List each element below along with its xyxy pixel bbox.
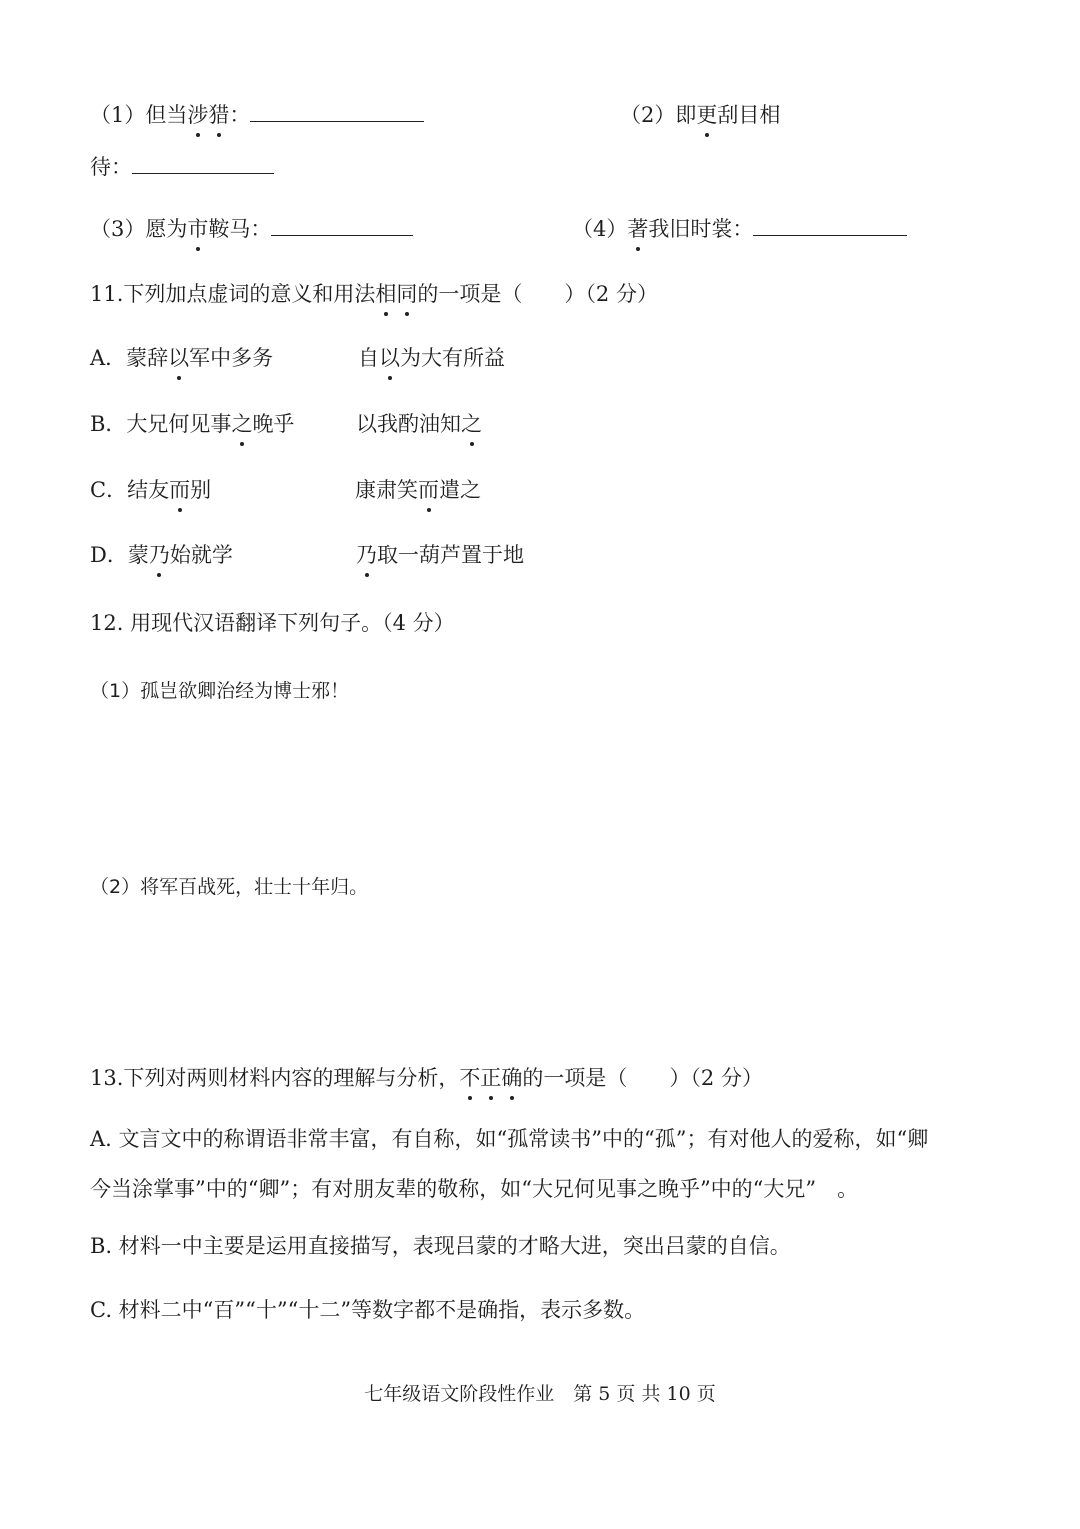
q10-item-1-suffix: ： bbox=[229, 103, 251, 127]
option-text: 晚乎 bbox=[252, 412, 295, 436]
option-d-second-phrase bbox=[356, 540, 524, 570]
q10-item-1-prefix: （1）但当 bbox=[90, 103, 188, 127]
answer-blank-4[interactable] bbox=[753, 217, 907, 236]
dotted-char: 著 bbox=[627, 214, 648, 244]
dotted-char: 以 bbox=[379, 343, 400, 373]
q13-option-c[interactable]: C. 材料二中“百”“十”“十二”等数字都不是确指，表示多数。 bbox=[90, 1298, 646, 1322]
q12-stem: 12. 用现代汉语翻译下列句子。（4 分） bbox=[90, 611, 455, 635]
option-text: 康肃笑 bbox=[355, 478, 418, 502]
dotted-char: 不 bbox=[459, 1063, 480, 1093]
option-text: 遣之 bbox=[439, 478, 481, 502]
dotted-char: 相 bbox=[375, 279, 396, 309]
q10-item-2-cont-text: 待： bbox=[90, 155, 132, 179]
page-footer: 七年级语文阶段性作业 第 5 页 共 10 页 bbox=[364, 1383, 716, 1405]
answer-blank-1[interactable] bbox=[250, 103, 424, 122]
q10-item-4-prefix: （4） bbox=[572, 217, 628, 241]
q12-answer-area-1[interactable] bbox=[90, 712, 990, 862]
q12-sentence-2: （2）将军百战死，壮士十年归。 bbox=[90, 876, 369, 898]
dotted-char: 猎 bbox=[208, 100, 229, 130]
option-text: 以我酌油知 bbox=[356, 412, 461, 436]
option-b-second-phrase bbox=[356, 409, 482, 439]
q10-item-3-suffix: 鞍马： bbox=[208, 217, 272, 241]
option-text: B．大兄何见事 bbox=[90, 412, 232, 436]
q11-option-a[interactable] bbox=[90, 343, 790, 373]
option-text: 自 bbox=[358, 346, 379, 370]
dotted-char: 同 bbox=[396, 279, 417, 309]
dotted-char: 确 bbox=[501, 1063, 522, 1093]
option-text: 取一葫芦置于地 bbox=[377, 543, 524, 567]
q10-item-2 bbox=[620, 100, 780, 130]
q10-item-2-prefix: （2）即 bbox=[620, 103, 697, 127]
option-text: 为大有所益 bbox=[400, 346, 505, 370]
option-text: D．蒙 bbox=[90, 543, 149, 567]
q11-option-c[interactable] bbox=[90, 475, 790, 505]
dotted-char: 乃 bbox=[356, 540, 377, 570]
option-text: A．蒙辞 bbox=[90, 346, 169, 370]
q12-sentence-1: （1）孤岂欲卿治经为博士邪！ bbox=[90, 680, 350, 702]
dotted-char: 而 bbox=[169, 475, 190, 505]
answer-blank-2[interactable] bbox=[132, 155, 274, 174]
q11-option-b[interactable] bbox=[90, 409, 790, 439]
q13-option-a-line-2[interactable]: 今当涂掌事”中的“卿”；有对朋友辈的敬称，如“大兄何见事之晚乎”中的“大兄” 。 bbox=[90, 1177, 859, 1201]
q10-item-1 bbox=[90, 100, 424, 130]
option-text: 始就学 bbox=[169, 543, 233, 567]
q10-item-3-prefix: （3）愿为 bbox=[90, 217, 188, 241]
dotted-char: 之 bbox=[231, 409, 252, 439]
q11-stem bbox=[90, 279, 658, 309]
option-text: 军中多务 bbox=[189, 346, 274, 370]
q10-item-4-suffix: 我旧时裳： bbox=[648, 217, 754, 241]
dotted-char: 正 bbox=[480, 1063, 501, 1093]
q11-stem-suffix: 的一项是（ ）（2 分） bbox=[417, 282, 658, 306]
option-c-second-phrase bbox=[355, 475, 481, 505]
option-a-second-phrase bbox=[358, 343, 505, 373]
answer-blank-3[interactable] bbox=[271, 217, 413, 236]
q12-answer-area-2[interactable] bbox=[90, 908, 990, 1058]
option-text: C．结友 bbox=[90, 478, 170, 502]
q13-option-a-line-1[interactable]: A. 文言文中的称谓语非常丰富，有自称，如“孤常读书”中的“孤”；有对他人的爱称，如“卿 bbox=[90, 1127, 929, 1151]
dotted-char: 以 bbox=[168, 343, 189, 373]
q13-option-b[interactable]: B. 材料一中主要是运用直接描写，表现吕蒙的才略大进，突出吕蒙的自信。 bbox=[90, 1234, 791, 1258]
q13-stem-suffix: 的一项是（ ）（2 分） bbox=[522, 1066, 763, 1090]
dotted-char: 涉 bbox=[187, 100, 208, 130]
q13-stem bbox=[90, 1063, 763, 1093]
dotted-char: 而 bbox=[418, 475, 439, 505]
q13-stem-prefix: 13.下列对两则材料内容的理解与分析， bbox=[90, 1066, 460, 1090]
option-text: 别 bbox=[190, 478, 212, 502]
dotted-char: 更 bbox=[696, 100, 717, 130]
dotted-char: 乃 bbox=[149, 540, 170, 570]
q10-item-4 bbox=[572, 214, 907, 244]
q11-option-d[interactable] bbox=[90, 540, 790, 570]
q11-stem-prefix: 11.下列加点虚词的意义和用法 bbox=[90, 282, 376, 306]
q10-item-2-continued bbox=[90, 152, 274, 182]
dotted-char: 之 bbox=[461, 409, 482, 439]
dotted-char: 市 bbox=[187, 214, 208, 244]
q10-item-2-suffix: 刮目相 bbox=[717, 103, 781, 127]
q10-item-3 bbox=[90, 214, 413, 244]
